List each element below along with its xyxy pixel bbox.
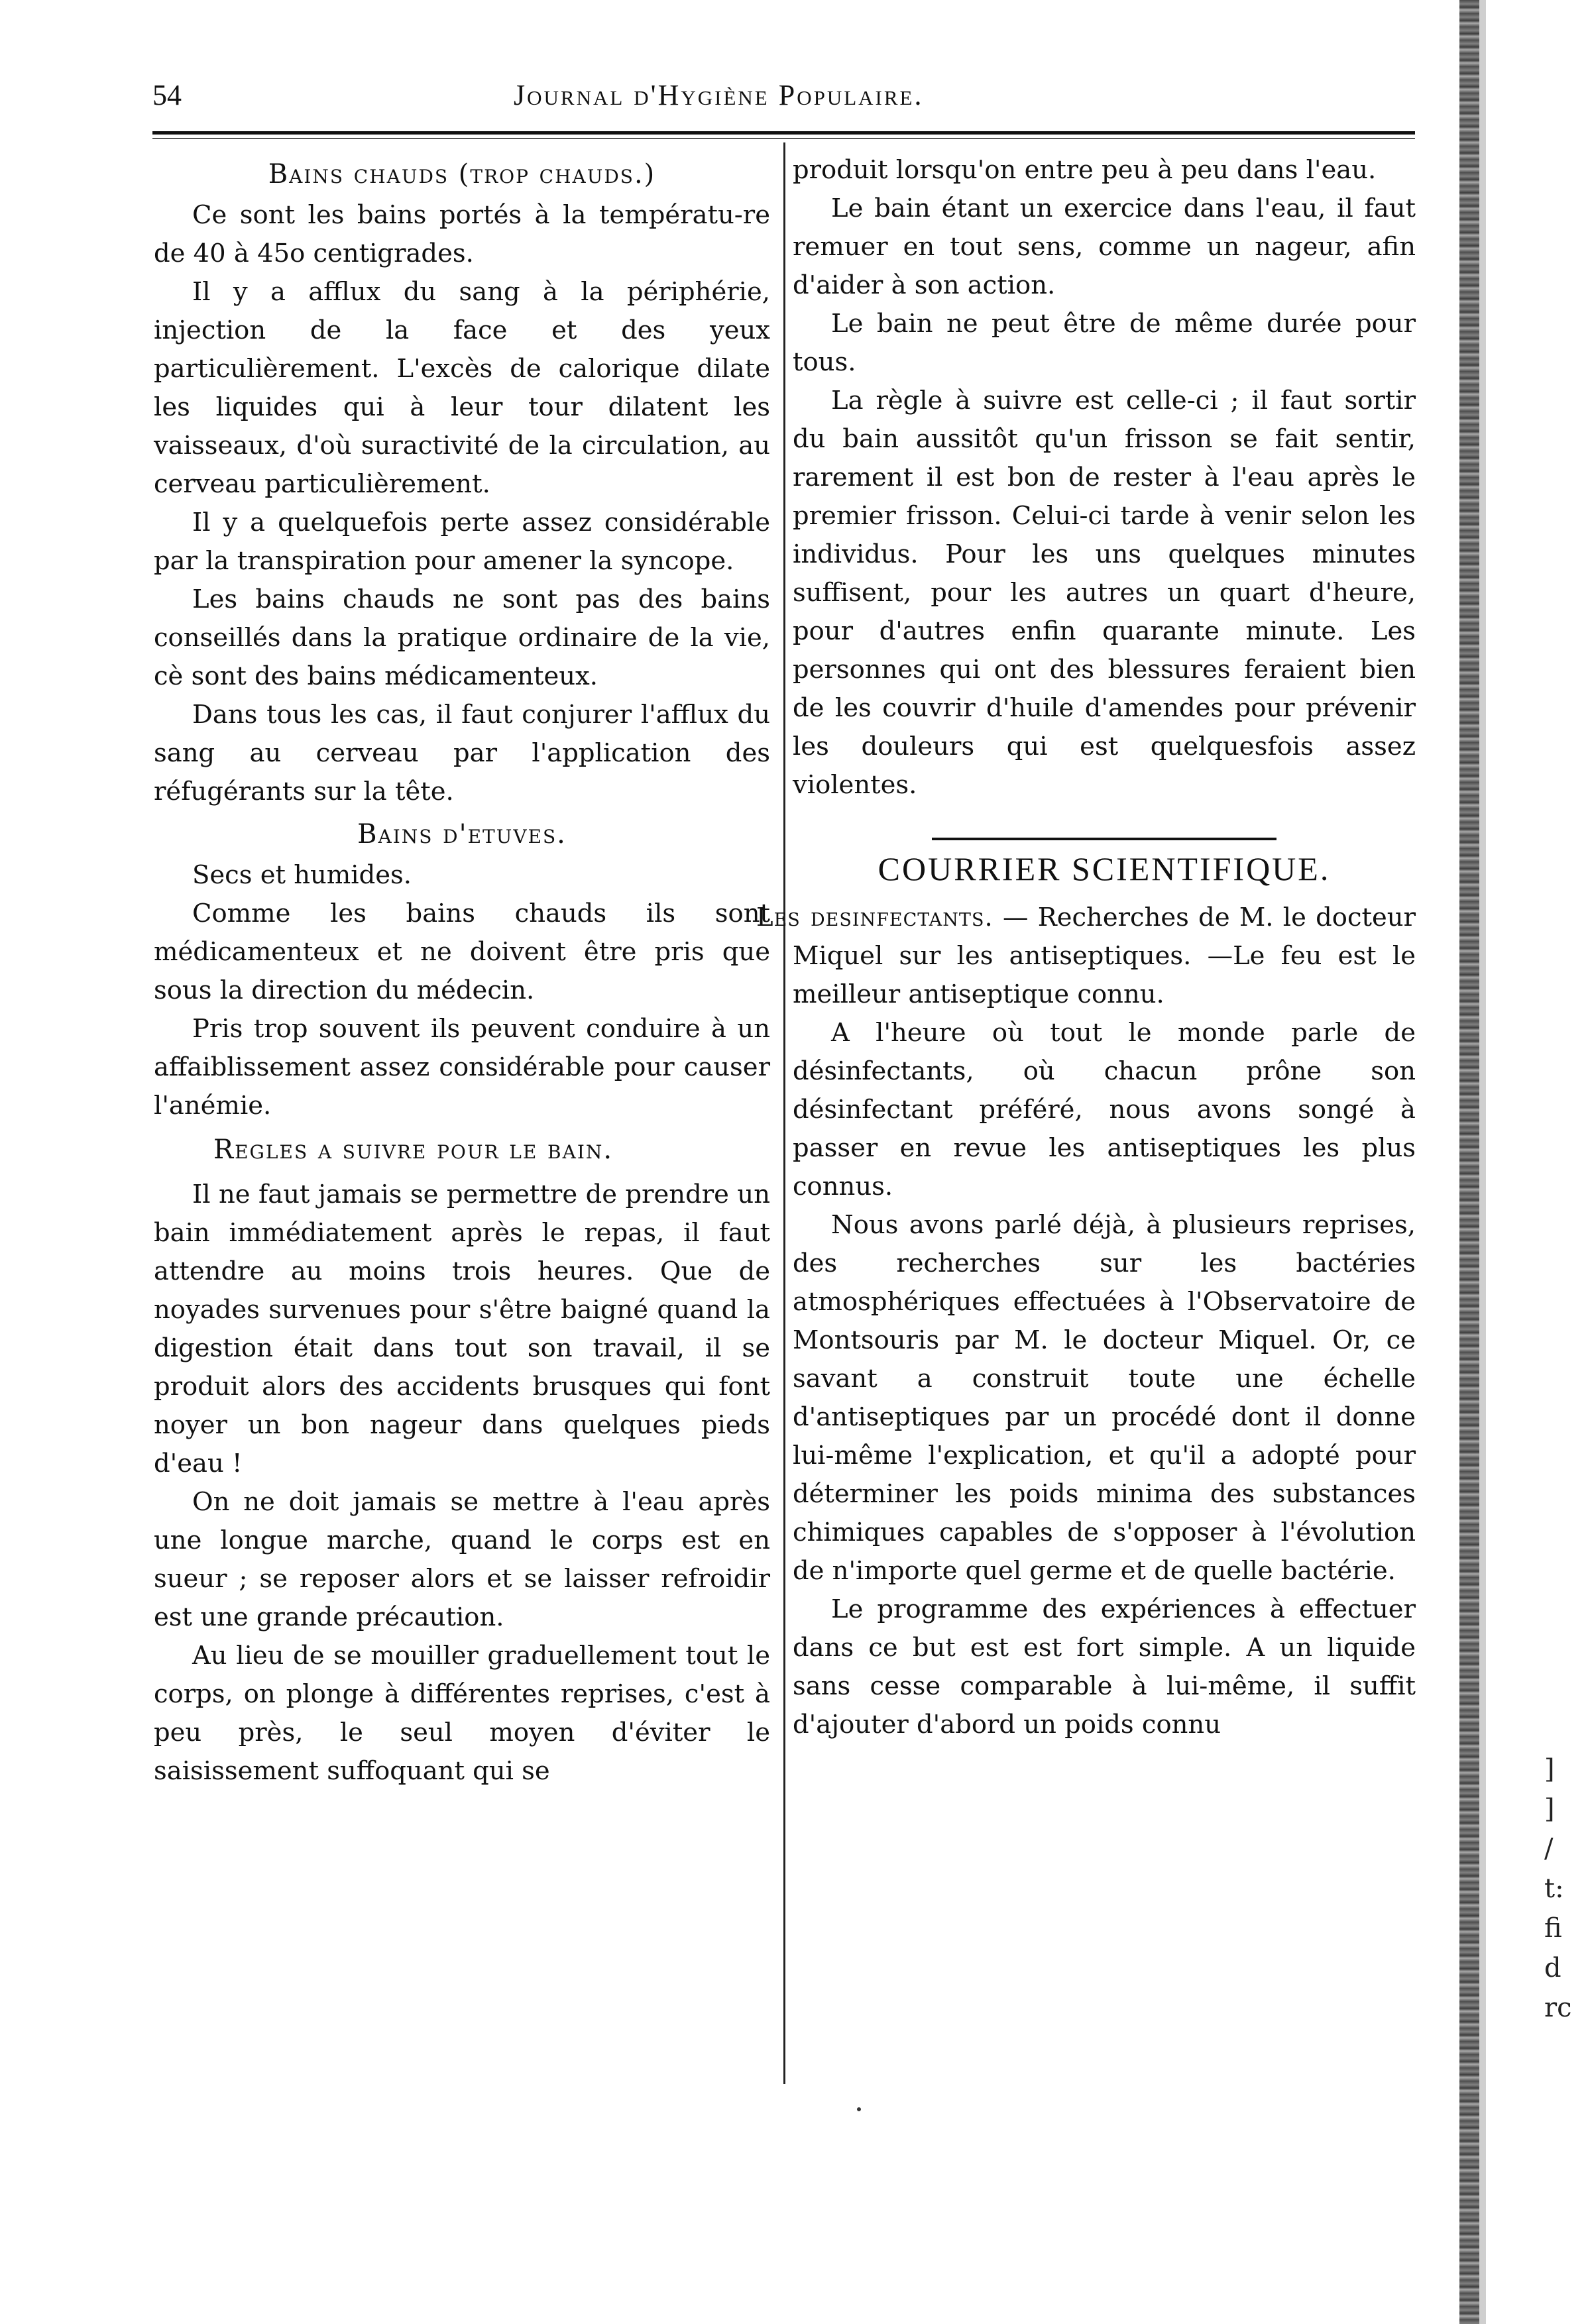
paragraph: Il y a afflux du sang à la périphérie, injection de la face et des yeux particulièrement. L'excès de calorique dilate les liquides qui à leur tour dilatent les vaisseaux, d'où suractivité de la circulation, au cerveau particulièrement. <box>154 277 770 499</box>
section-title: COURRIER SCIENTIFIQUE. <box>878 850 1331 887</box>
edge-fragment: t: <box>1544 1873 1564 1904</box>
header-rule <box>152 131 1415 135</box>
edge-fragment: rc <box>1544 1993 1572 2023</box>
edge-fragment: ] <box>1544 1794 1555 1824</box>
article-lead: Les desinfectants. <box>756 903 993 932</box>
edge-fragment: ] <box>1544 1754 1555 1785</box>
edge-fragment: d <box>1544 1953 1561 1983</box>
right-column <box>756 151 1416 1744</box>
running-title: Journal d'Hygiène Populaire. <box>514 79 924 111</box>
section-heading: Regles a suivre pour le bain. <box>213 1134 614 1165</box>
paragraph: Le bain étant un exercice dans l'eau, il faut remuer en tout sens, comme un nageur, afin d'aider à son action. <box>793 194 1416 300</box>
page-header <box>152 78 1412 131</box>
section-heading: Bains chauds (trop chauds.) <box>268 159 656 190</box>
article-summary <box>756 899 1416 1014</box>
article-summary-text: — Recherches de M. le docteur Miquel sur les antiseptiques. —Le feu est le meilleur antiseptique connu. <box>793 903 1416 1009</box>
paragraph: Au lieu de se mouiller graduellement tout le corps, on plonge à différentes reprises, c'est à peu près, le seul moyen d'éviter le saisissement suffoquant qui se <box>154 1641 770 1786</box>
paragraph: Comme les bains chauds ils sont médicamenteux et ne doivent être pris que sous la direction du médecin. <box>154 899 770 1005</box>
paragraph: A l'heure où tout le monde parle de désinfectants, où chacun prône son désinfectant préféré, nous avons songé à passer en revue les antiseptiques les plus connus. <box>793 1018 1416 1201</box>
paragraph: Le programme des expériences à effectuer dans ce but est est fort simple. A un liquide sans cesse comparable à lui-même, il suffit d'ajouter d'abord un poids connu <box>793 1594 1416 1740</box>
paragraph: Secs et humides. <box>192 860 412 890</box>
paragraph: Il ne faut jamais se permettre de prendre un bain immédiatement après le repas, il faut attendre au moins trois heures. Que de noyades survenues pour s'être baigné quand la digestion était dans tout son travail, il se produit alors des accidents brusques qui font noyer un bon nageur dans quelques pieds d'eau ! <box>154 1180 770 1478</box>
paragraph: produit lorsqu'on entre peu à peu dans l'eau. <box>793 155 1377 185</box>
page-number: 54 <box>152 79 182 111</box>
paragraph: La règle à suivre est celle-ci ; il faut sortir du bain aussitôt qu'un frisson se fait sentir, rarement il est bon de rester à l'eau après le premier frisson. Celui-ci tarde à venir selon les individus. Pour les uns quelques minutes suffisent, pour les autres un quart d'heure, pour d'autres enfin quarante minute. Les personnes qui ont des blessures feraient bien de les couvrir d'huile d'amendes pour prévenir les douleurs qui est quelquesfois assez violentes. <box>793 386 1416 800</box>
column-divider <box>783 142 785 2084</box>
ink-speck <box>857 2107 861 2111</box>
left-column <box>154 151 770 1791</box>
edge-fragment: fi <box>1544 1913 1562 1944</box>
paragraph: Nous avons parlé déjà, à plusieurs reprises, des recherches sur les bactéries atmosphériques effectuées à l'Observatoire de Montsouris par M. le docteur Miquel. Or, ce savant a construit toute une échelle d'antiseptiques par un procédé dont il donne lui-même l'explication, et qu'il a adopté pour déterminer les poids minima des substances chimiques capables de s'opposer à l'évolution de n'importe quel germe et de quelle bactérie. <box>793 1210 1416 1586</box>
paragraph: Ce sont les bains portés à la températu-re de 40 à 45o centigrades. <box>154 200 770 268</box>
paragraph: Les bains chauds ne sont pas des bains conseillés dans la pratique ordinaire de la vie, cè sont des bains médicamenteux. <box>154 584 770 691</box>
section-heading: Bains d'etuves. <box>357 819 567 850</box>
paragraph: On ne doit jamais se mettre à l'eau après une longue marche, quand le corps est en sueur ; se reposer alors et se laisser refroidir est une grande précaution. <box>154 1487 770 1632</box>
section-rule <box>932 838 1276 840</box>
adjacent-page-fragments <box>1544 1749 1584 2028</box>
paragraph: Il y a quelquefois perte assez considérable par la transpiration pour amener la syncope. <box>154 508 770 576</box>
scan-binding-edge <box>1459 0 1479 2324</box>
scan-binding-shadow <box>1479 0 1486 2324</box>
paragraph: Dans tous les cas, il faut conjurer l'afflux du sang au cerveau par l'application des réfugérants sur la tête. <box>154 700 770 806</box>
header-rule-thin <box>152 138 1415 139</box>
paragraph: Pris trop souvent ils peuvent conduire à un affaiblissement assez considérable pour causer l'anémie. <box>154 1014 770 1121</box>
paragraph: Le bain ne peut être de même durée pour tous. <box>793 309 1416 377</box>
edge-fragment: / <box>1544 1834 1554 1864</box>
